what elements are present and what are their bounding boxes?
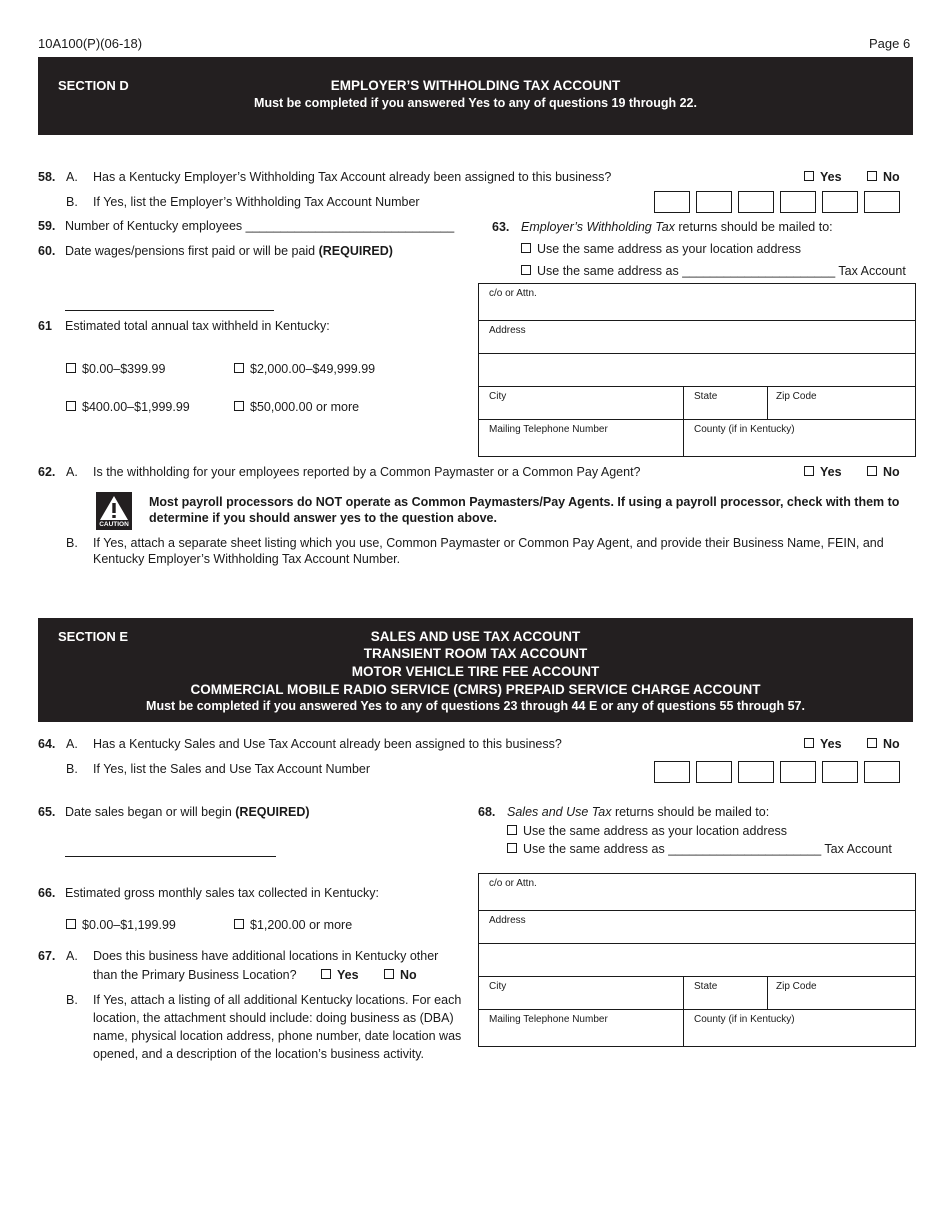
q62-number: 62. bbox=[38, 465, 56, 479]
section-d-title: EMPLOYER’S WITHHOLDING TAX ACCOUNT bbox=[330, 78, 621, 93]
address-line-2-field[interactable] bbox=[479, 944, 915, 977]
q62-no-checkbox[interactable]: No bbox=[867, 465, 900, 479]
q67-no-checkbox[interactable]: No bbox=[384, 968, 417, 982]
q62-yes-checkbox[interactable]: Yes bbox=[804, 465, 842, 479]
q66-option-1[interactable]: $0.00–$1,199.99 bbox=[66, 918, 176, 932]
q64a-text: Has a Kentucky Sales and Use Tax Account already been assigned to this business? bbox=[93, 737, 562, 751]
phone-county-row[interactable] bbox=[479, 1010, 915, 1046]
sales-tax-mailing-address-block bbox=[478, 873, 916, 1047]
address-field[interactable]: Address bbox=[479, 911, 915, 944]
section-e-title-2: TRANSIENT ROOM TAX ACCOUNT bbox=[363, 646, 588, 661]
state-label: State bbox=[694, 391, 718, 402]
city-state-zip-row[interactable] bbox=[479, 387, 915, 420]
city-label: City bbox=[489, 391, 507, 402]
q60-number: 60. bbox=[38, 244, 56, 258]
q68-option-same-location[interactable]: Use the same address as your location address bbox=[507, 824, 787, 838]
q63-option-same-account[interactable]: Use the same address as ______________________ Tax Account bbox=[521, 264, 906, 278]
q65-date-line[interactable] bbox=[65, 856, 276, 857]
caution-label: CAUTION bbox=[99, 521, 129, 528]
section-e-title-4: COMMERCIAL MOBILE RADIO SERVICE (CMRS) PREPAID SERVICE CHARGE ACCOUNT bbox=[190, 682, 761, 697]
q64-number: 64. bbox=[38, 737, 56, 751]
section-e-subtitle: Must be completed if you answered Yes to any of questions 23 through 44 E or any of questions 55 through 57. bbox=[146, 699, 805, 713]
q67a-text-line2: than the Primary Business Location? bbox=[93, 968, 297, 982]
q64b-letter: B. bbox=[66, 762, 78, 776]
q60-text: Date wages/pensions first paid or will be paid (REQUIRED) bbox=[65, 244, 393, 258]
q58b-letter: B. bbox=[66, 195, 78, 209]
q60-date-line[interactable] bbox=[65, 310, 274, 311]
q65-number: 65. bbox=[38, 805, 56, 819]
city-label: City bbox=[489, 981, 507, 992]
attn-field[interactable]: c/o or Attn. bbox=[479, 874, 915, 911]
digit-box[interactable] bbox=[696, 761, 732, 783]
q58-number: 58. bbox=[38, 170, 56, 184]
digit-box[interactable] bbox=[654, 761, 690, 783]
q65-text: Date sales began or will begin (REQUIRED) bbox=[65, 805, 310, 819]
digit-box[interactable] bbox=[780, 191, 816, 213]
address-field[interactable]: Address bbox=[479, 321, 915, 354]
q58-no-checkbox[interactable]: No bbox=[867, 170, 900, 184]
digit-box[interactable] bbox=[822, 191, 858, 213]
q58a-letter: A. bbox=[66, 170, 78, 184]
section-e-title-1: SALES AND USE TAX ACCOUNT bbox=[370, 629, 581, 644]
q64b-text: If Yes, list the Sales and Use Tax Account Number bbox=[93, 762, 371, 776]
q61-option-1[interactable]: $0.00–$399.99 bbox=[66, 362, 165, 376]
section-e-header bbox=[38, 618, 913, 722]
county-label: County (if in Kentucky) bbox=[694, 424, 795, 435]
section-d-header bbox=[38, 57, 913, 135]
q66-text: Estimated gross monthly sales tax collected in Kentucky: bbox=[65, 886, 380, 900]
form-id: 10A100(P)(06-18) bbox=[38, 36, 143, 51]
q63-text: Employer’s Withholding Tax returns should be mailed to: bbox=[521, 220, 833, 234]
q67b-text: If Yes, attach a listing of all additional Kentucky locations. For each location, the attachment should include: doing business as (DBA) name, physical location address, phone number, date location was opened, and a description of the location’s business activity. bbox=[93, 993, 462, 1061]
caution-icon bbox=[96, 492, 132, 530]
q64-no-checkbox[interactable]: No bbox=[867, 737, 900, 751]
digit-box[interactable] bbox=[864, 761, 900, 783]
q58-yes-checkbox[interactable]: Yes bbox=[804, 170, 842, 184]
q64a-letter: A. bbox=[66, 737, 78, 751]
q68-text: Sales and Use Tax returns should be mailed to: bbox=[507, 805, 770, 819]
q61-number: 61 bbox=[38, 319, 52, 333]
caution-text: Most payroll processors do NOT operate as Common Paymasters/Pay Agents. If using a payroll processor, check with them to determine if you should answer yes to the question above. bbox=[149, 495, 900, 525]
q63-option-same-location[interactable]: Use the same address as your location address bbox=[521, 242, 801, 256]
section-d-subtitle: Must be completed if you answered Yes to any of questions 19 through 22. bbox=[254, 96, 697, 110]
q59-number: 59. bbox=[38, 219, 56, 233]
q66-option-2[interactable]: $1,200.00 or more bbox=[234, 918, 352, 932]
digit-box[interactable] bbox=[696, 191, 732, 213]
digit-box[interactable] bbox=[864, 191, 900, 213]
q59-text[interactable]: Number of Kentucky employees ______________________________ bbox=[65, 219, 455, 233]
withholding-mailing-address-block bbox=[478, 283, 916, 457]
section-d-label: SECTION D bbox=[58, 78, 129, 93]
city-state-zip-row[interactable] bbox=[479, 977, 915, 1010]
q58b-text: If Yes, list the Employer’s Withholding Tax Account Number bbox=[93, 195, 420, 209]
q62b-text: If Yes, attach a separate sheet listing which you use, Common Paymaster or Common Pay Agent, and provide their Business Name, FEIN, and Kentucky Employer’s Withholding Tax Account Number. bbox=[93, 536, 884, 566]
digit-box[interactable] bbox=[738, 761, 774, 783]
q67b-letter: B. bbox=[66, 993, 78, 1007]
digit-box[interactable] bbox=[822, 761, 858, 783]
sales-tax-account-number-boxes[interactable] bbox=[654, 761, 900, 783]
zip-label: Zip Code bbox=[776, 391, 817, 402]
q67a-text-line1: Does this business have additional locations in Kentucky other bbox=[93, 949, 439, 963]
q63-number: 63. bbox=[492, 220, 510, 234]
page-number: Page 6 bbox=[869, 36, 911, 51]
q61-option-2[interactable]: $2,000.00–$49,999.99 bbox=[234, 362, 375, 376]
q68-option-same-account[interactable]: Use the same address as ______________________ Tax Account bbox=[507, 842, 892, 856]
q62a-letter: A. bbox=[66, 465, 78, 479]
digit-box[interactable] bbox=[738, 191, 774, 213]
q67-yes-checkbox[interactable]: Yes bbox=[321, 968, 359, 982]
attn-field[interactable]: c/o or Attn. bbox=[479, 284, 915, 321]
digit-box[interactable] bbox=[780, 761, 816, 783]
section-e-label: SECTION E bbox=[58, 629, 129, 644]
q61-option-3[interactable]: $400.00–$1,999.99 bbox=[66, 400, 190, 414]
q62a-text: Is the withholding for your employees reported by a Common Paymaster or a Common Pay Agent? bbox=[93, 465, 641, 479]
address-line-2-field[interactable] bbox=[479, 354, 915, 387]
state-label: State bbox=[694, 981, 718, 992]
section-e-title-3: MOTOR VEHICLE TIRE FEE ACCOUNT bbox=[351, 664, 600, 679]
q61-text: Estimated total annual tax withheld in Kentucky: bbox=[65, 319, 330, 333]
q67-number: 67. bbox=[38, 949, 56, 963]
phone-label: Mailing Telephone Number bbox=[489, 1014, 608, 1025]
q66-number: 66. bbox=[38, 886, 56, 900]
q62b-letter: B. bbox=[66, 536, 78, 550]
digit-box[interactable] bbox=[654, 191, 690, 213]
withholding-account-number-boxes[interactable] bbox=[654, 191, 900, 213]
phone-label: Mailing Telephone Number bbox=[489, 424, 608, 435]
q64-yes-checkbox[interactable]: Yes bbox=[804, 737, 842, 751]
q68-number: 68. bbox=[478, 805, 496, 819]
county-label: County (if in Kentucky) bbox=[694, 1014, 795, 1025]
zip-label: Zip Code bbox=[776, 981, 817, 992]
q67a-letter: A. bbox=[66, 949, 78, 963]
phone-county-row[interactable] bbox=[479, 420, 915, 456]
q58a-text: Has a Kentucky Employer’s Withholding Tax Account already been assigned to this business? bbox=[93, 170, 612, 184]
q61-option-4[interactable]: $50,000.00 or more bbox=[234, 400, 359, 414]
